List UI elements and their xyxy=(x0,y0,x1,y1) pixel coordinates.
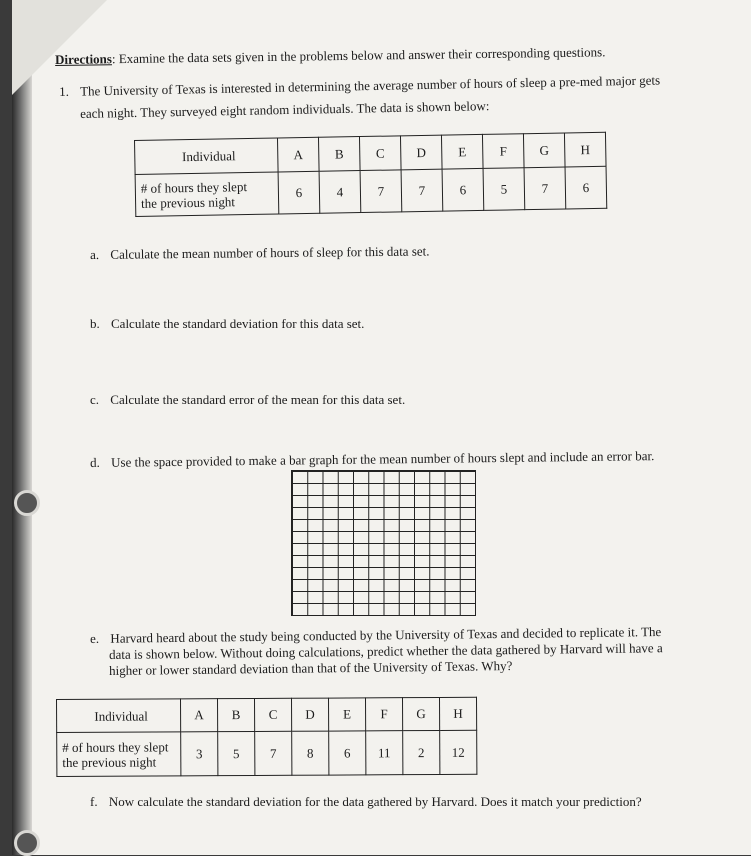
row-label-line-2: the previous night xyxy=(62,753,157,770)
table-cell: 2 xyxy=(403,730,440,774)
table-cell: D xyxy=(400,135,442,170)
table-cell: 5 xyxy=(218,731,255,775)
table-cell: H xyxy=(439,697,476,730)
table-cell: 6 xyxy=(442,168,484,211)
table-cell: E xyxy=(441,134,483,169)
question-letter: a. xyxy=(90,246,100,262)
directions-text: : Examine the data sets given in the problems below and answer their corresponding questions. xyxy=(111,44,606,67)
row-label-line-2: the previous night xyxy=(140,193,236,211)
table-row-label xyxy=(57,732,181,777)
sleep-table-harvard xyxy=(56,697,477,777)
question-f xyxy=(90,794,642,809)
table-header-label: Individual xyxy=(57,699,181,733)
table-cell: 7 xyxy=(401,169,443,212)
problem-1-line-1 xyxy=(59,72,660,99)
directions-label: Directions xyxy=(55,51,113,67)
question-b-text: Calculate the standard deviation for this data set. xyxy=(111,316,365,331)
question-a xyxy=(90,243,430,262)
question-f-text: Now calculate the standard deviation for the data gathered by Harvard. Does it match your prediction? xyxy=(108,794,642,809)
worksheet-page xyxy=(12,0,751,855)
question-e-text-1: Harvard heard about the study being conducted by the University of Texas and decided to replicate it. The xyxy=(110,624,662,646)
question-d-text: Use the space provided to make a bar graph for the mean number of hours slept and include an error bar. xyxy=(110,448,655,470)
table-cell: 7 xyxy=(360,170,402,213)
question-letter: e. xyxy=(90,630,100,646)
question-letter: d. xyxy=(90,454,100,470)
question-d xyxy=(90,448,654,470)
question-e-line-3: higher or lower standard deviation than that of the University of Texas. Why? xyxy=(109,658,513,678)
question-letter: c. xyxy=(90,392,100,407)
table-cell: 3 xyxy=(181,732,218,776)
question-a-text: Calculate the mean number of hours of sleep for this data set. xyxy=(110,243,430,262)
table-cell: B xyxy=(218,698,255,731)
row-label-line-1: # of hours they slept xyxy=(140,178,248,196)
table-cell: 11 xyxy=(366,731,403,775)
table-cell: E xyxy=(328,698,365,731)
table-row-label xyxy=(135,172,279,216)
table-cell: 12 xyxy=(440,730,477,774)
table-cell: G xyxy=(523,133,565,168)
question-letter: f. xyxy=(90,794,98,809)
sleep-table-ut xyxy=(134,132,607,217)
problem-number: 1. xyxy=(59,83,70,99)
question-letter: b. xyxy=(90,316,100,331)
table-row xyxy=(57,730,477,776)
table-cell: F xyxy=(482,134,524,169)
table-cell: 6 xyxy=(278,171,320,214)
problem-1-line-2: each night. They surveyed eight random individuals. The data is shown below: xyxy=(80,98,490,121)
question-c xyxy=(90,392,405,407)
table-cell: 6 xyxy=(329,731,366,775)
bar-graph-grid[interactable] xyxy=(291,470,476,616)
folded-corner xyxy=(12,0,107,95)
question-c-text: Calculate the standard error of the mean for this data set. xyxy=(110,392,406,407)
table-cell: H xyxy=(564,132,606,167)
table-cell: 8 xyxy=(292,731,329,775)
table-cell: G xyxy=(402,697,439,730)
row-label-line-1: # of hours they slept xyxy=(62,738,169,755)
table-cell: A xyxy=(181,699,218,732)
page-edge-shadow xyxy=(12,0,32,855)
table-cell: D xyxy=(291,698,328,731)
table-cell: 4 xyxy=(319,171,361,214)
question-b xyxy=(90,316,364,331)
binder-hole-icon xyxy=(14,830,40,856)
table-cell: 5 xyxy=(483,168,525,211)
binder-hole-icon xyxy=(14,490,40,516)
table-header-label: Individual xyxy=(135,138,279,174)
table-cell: 6 xyxy=(565,166,607,209)
table-cell: B xyxy=(318,137,360,172)
problem-1-text-1: The University of Texas is interested in determining the average number of hours of sleep a pre-med major gets xyxy=(79,72,661,99)
table-cell: 7 xyxy=(524,167,566,210)
table-cell: 7 xyxy=(255,731,292,775)
table-row xyxy=(135,166,607,216)
directions-line xyxy=(55,44,605,67)
table-cell: A xyxy=(277,137,319,172)
question-e-line-2: data is shown below. Without doing calculations, predict whether the data gathered by Harvard will have a xyxy=(109,640,663,662)
table-cell: F xyxy=(365,698,402,731)
table-row xyxy=(57,697,477,732)
table-cell: C xyxy=(254,698,291,731)
table-cell: C xyxy=(359,136,401,171)
